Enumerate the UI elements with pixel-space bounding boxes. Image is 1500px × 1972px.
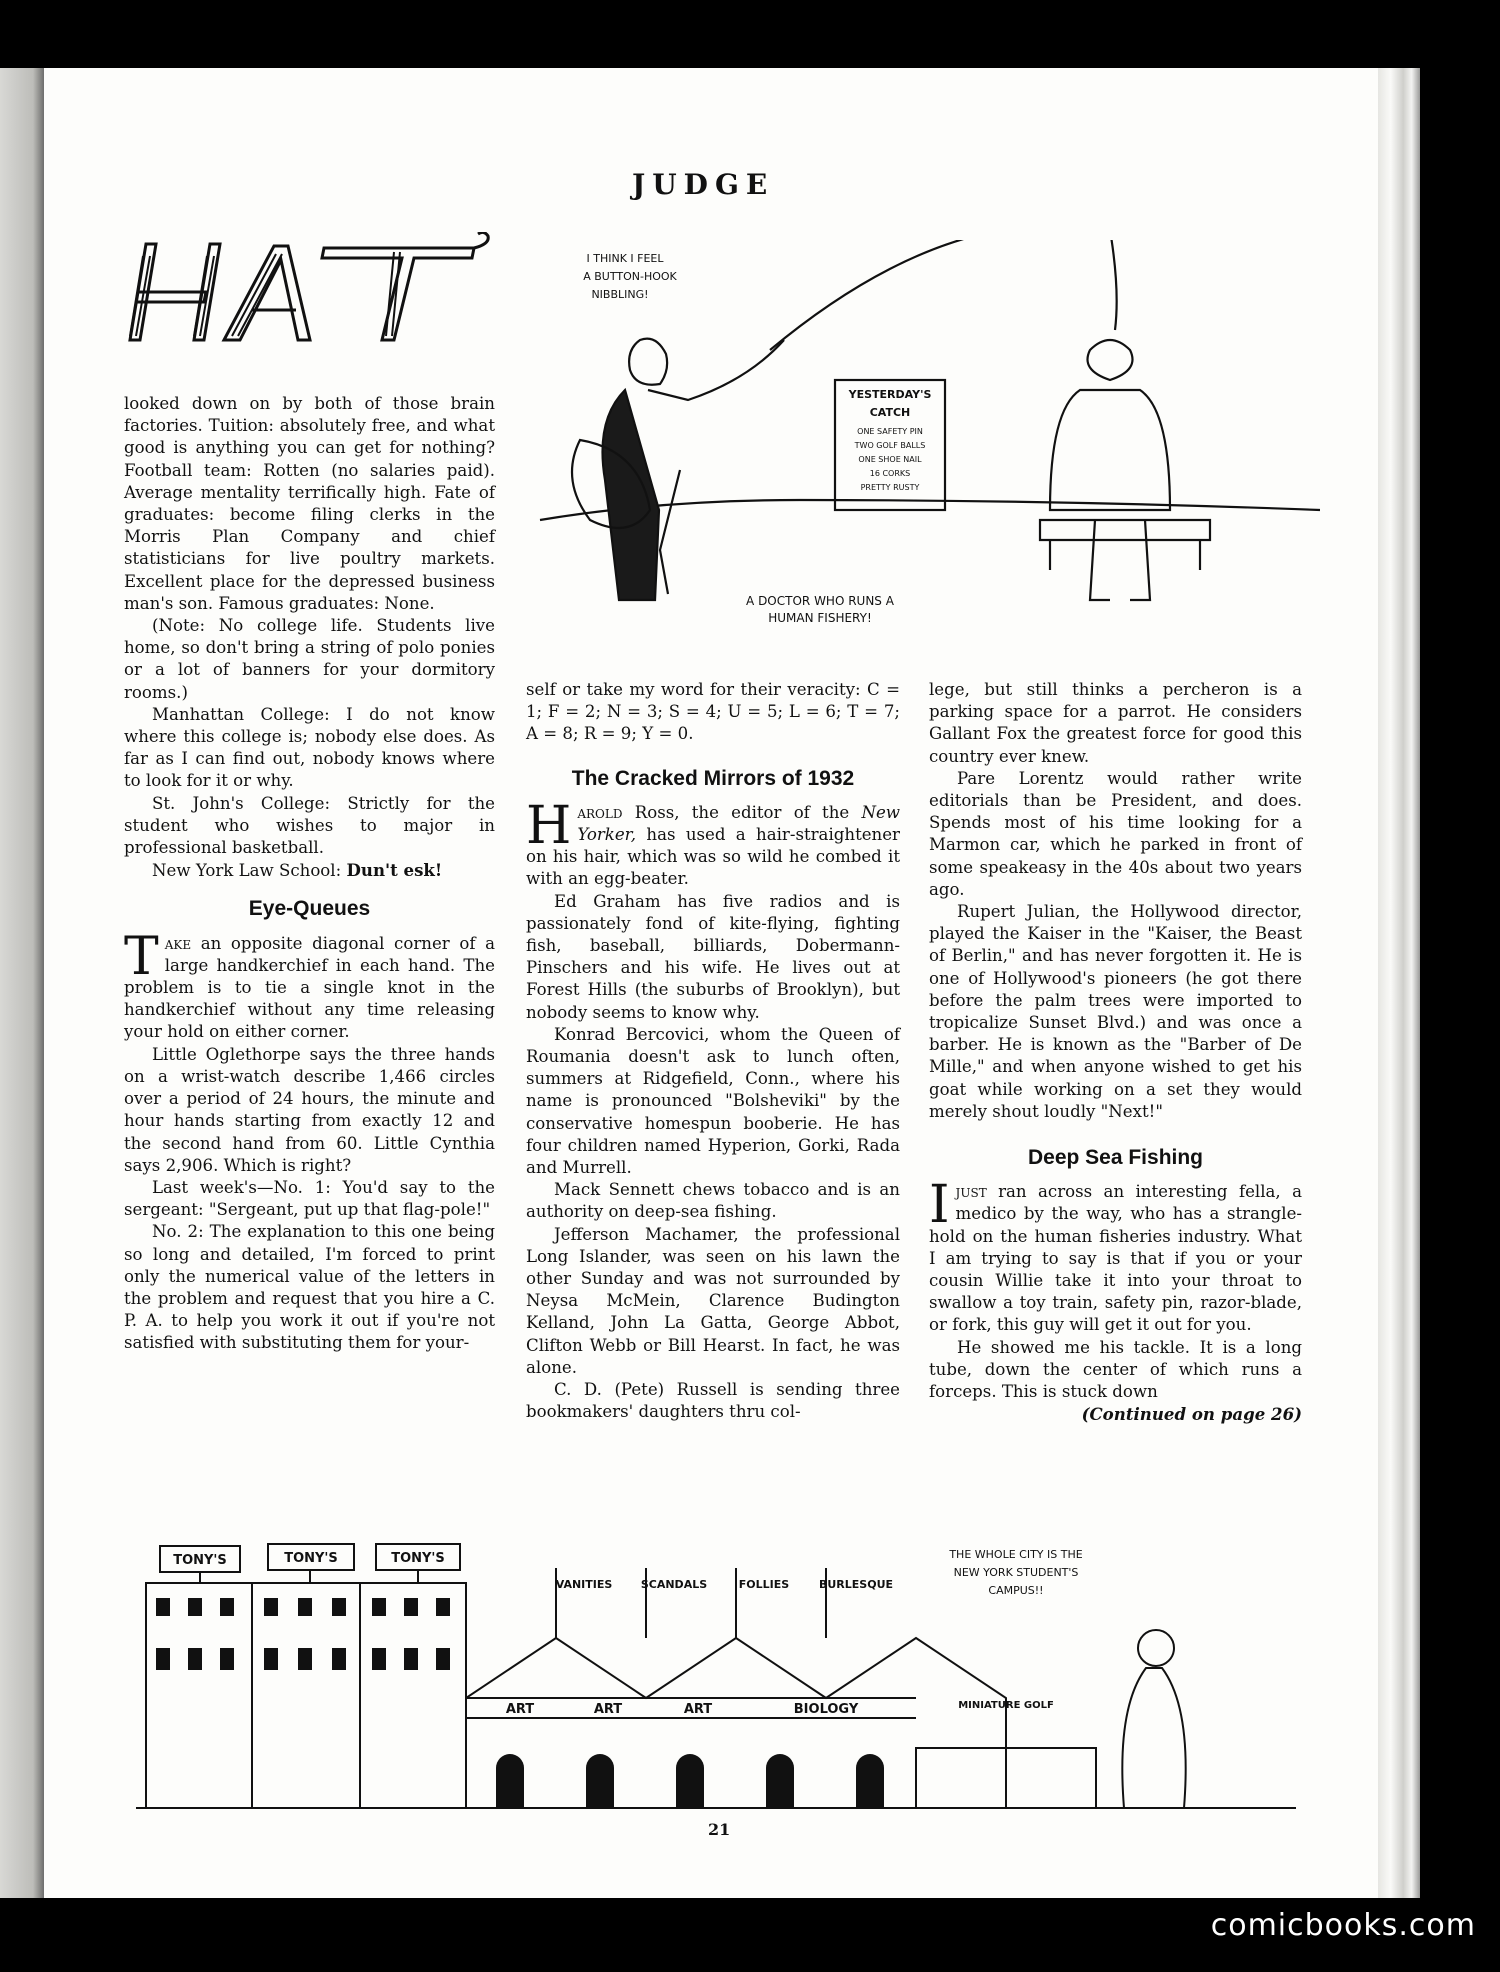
paragraph: Manhattan College: I do not know where this college is; nobody else does. As far as I can find out, nobody knows where to look for it or why.: [124, 704, 495, 791]
page-number: 21: [708, 1820, 731, 1839]
paragraph: Last week's—No. 1: You'd say to the sergeant: "Sergeant, put up that flag-pole!": [124, 1177, 495, 1220]
paragraph: [526, 795, 900, 891]
paragraph: No. 2: The explanation to this one being so long and detailed, I'm forced to print only the numerical value of the letters in the problem and request that you hire a C. P. A. to help you work it out if you're not satisfied with substituting them for your-: [124, 1222, 495, 1353]
paragraph: Rupert Julian, the Hollywood director, played the Kaiser in the "Kaiser, the Beast of Berlin," and has never forgotten it. He is one of Hollywood's pioneers (he got there before the palm trees were imported to tropicalize Sunset Blvd.) and was once a barber. He is known as the "Barber of De Mille," and when anyone wished to get his goat while working on a set they would merely shout loudly "Next!": [929, 902, 1302, 1121]
masthead: JUDGE: [632, 168, 775, 201]
drop-cap: I: [929, 1175, 950, 1236]
speech-line: NEW YORK STUDENT'S: [953, 1566, 1079, 1579]
small-caps: ake: [164, 933, 192, 953]
golf-sign: MINIATURE GOLF: [958, 1700, 1054, 1711]
paragraph: Ed Graham has five radios and is passionately fond of kite-flying, fighting fish, baseball, billiards, Dobermann-Pinschers and his wife. He lives out at Forest Hills (the suburbs of Brooklyn), but nobody seems to know why.: [526, 891, 900, 1022]
italic-text: New Yorker,: [577, 802, 900, 845]
drop-cap: H: [526, 795, 572, 856]
column-3: [929, 679, 1302, 1426]
paragraph: [124, 859, 495, 882]
paragraph: lege, but still thinks a percheron is a parking space for a parrot. He considers Gallant Fox the greatest force for good this country ever knew.: [929, 680, 1302, 766]
column-1: [124, 393, 495, 1355]
small-caps: arold: [577, 802, 623, 822]
speech-line: CAMPUS!!: [988, 1584, 1044, 1597]
hat-title: [124, 232, 494, 352]
sign-line: 16 CORKS: [869, 469, 911, 478]
sign-tonys: TONY'S: [173, 1553, 227, 1568]
paragraph: Little Oglethorpe says the three hands on a wrist-watch describe 1,466 circles over a period of 24 hours, the minute and hour hands starting from exactly 12 and the second hand from 60. Little Cynthia says 2,906. Which is right?: [124, 1044, 495, 1175]
flag-label: FOLLIES: [738, 1578, 790, 1591]
small-caps: just: [955, 1182, 987, 1202]
paragraph: C. D. (Pete) Russell is sending three bookmakers' daughters thru col-: [526, 1380, 900, 1422]
flag-label: BURLESQUE: [818, 1578, 894, 1591]
paragraph: Konrad Bercovici, whom the Queen of Roumania doesn't ask to lunch often, summers at Ridgefield, Conn., where his name is pronounced "Bolsheviki" by the conservative homespun booberie. He has four children named Hyperion, Gorki, Rada and Murrell.: [526, 1024, 900, 1178]
speech-line: THE WHOLE CITY IS THE: [949, 1548, 1083, 1561]
cartoon-city-campus: [136, 1538, 1306, 1818]
right-page-edge: [1378, 68, 1420, 1898]
sign-line: CATCH: [869, 406, 911, 419]
section-heading: Eye-Queues: [248, 897, 371, 921]
paragraph: self or take my word for their veracity: C = 1; F = 2; N = 3; S = 4; U = 5; L = 6; T = 7; A = 8; R = 9; Y = 0.: [526, 680, 900, 744]
paragraph: (Note: No college life. Students live home, so don't bring a string of polo ponies or a lot of banners for your dormitory rooms.): [124, 616, 495, 702]
paragraph: Pare Lorentz would rather write editorials than be President, and does. Spends most of his time looking for a Marmon car, which he parked in front of some speakeasy in the 40s about two years ago.: [929, 768, 1302, 899]
frieze-label: ART: [593, 1702, 623, 1717]
paragraph: St. John's College: Strictly for the student who wishes to major in professional basketball.: [124, 793, 495, 858]
text-span: ran across an interesting fella, a medico by the way, who has a strangle-hold on the human fisheries industry. What I am trying to say is that if you or your cousin Willie take it into your throat to swallow a toy train, safety pin, razor-blade, or fork, this guy will get it out for you.: [929, 1182, 1302, 1335]
text-span: an opposite diagonal corner of a large handkerchief in each hand. The problem is to tie a single knot in the handkerchief without any time releasing your hold on either corner.: [124, 933, 495, 1042]
column-2: [526, 679, 900, 1424]
section-heading: The Cracked Mirrors of 1932: [571, 766, 855, 790]
sign-tonys: TONY'S: [284, 1551, 338, 1566]
flag-label: SCANDALS: [640, 1578, 708, 1591]
speech-line: NIBBLING!: [591, 288, 649, 301]
paragraph: looked down on by both of those brain factories. Tuition: absolutely free, and what good is anything you can get for nothing? Football team: Rotten (no salaries paid). Average mentality terrifically high. Fate of graduates: become filing clerks in the Morris Plan Company and chief statisticians for live poultry markets. Excellent place for the depressed business man's son. Famous graduates: None.: [124, 394, 495, 613]
flag-label: VANITIES: [555, 1578, 613, 1591]
sign-tonys: TONY'S: [391, 1551, 445, 1566]
caption-line: A DOCTOR WHO RUNS A: [746, 594, 894, 608]
caption-line: HUMAN FISHERY!: [768, 611, 872, 625]
continued-note: (Continued on page 26): [1081, 1404, 1302, 1425]
paragraph: Jefferson Machamer, the professional Long Islander, was seen on his lawn the other Sunday and was not surrounded by Neysa McMein, Clarence Budington Kelland, John La Gatta, George Abbot, Clifton Webb or Bill Hearst. In fact, he was alone.: [526, 1224, 900, 1377]
section-heading: Deep Sea Fishing: [1027, 1146, 1204, 1170]
sign-line: TWO GOLF BALLS: [854, 441, 926, 450]
paragraph: He showed me his tackle. It is a long tube, down the center of which runs a forceps. This is stuck down: [929, 1337, 1302, 1402]
sign-line: ONE SAFETY PIN: [857, 427, 923, 436]
watermark: comicbooks.com: [1210, 1908, 1476, 1943]
paragraph: Mack Sennett chews tobacco and is an authority on deep-sea fishing.: [526, 1180, 900, 1222]
speech-line: A BUTTON-HOOK: [583, 270, 677, 283]
text-span: Dun't esk!: [346, 860, 443, 881]
speech-line: I THINK I FEEL: [586, 252, 664, 265]
frieze-label: ART: [505, 1702, 535, 1717]
frieze-label: BIOLOGY: [793, 1702, 859, 1717]
sign-line: ONE SHOE NAIL: [858, 455, 922, 464]
frieze-label: ART: [683, 1702, 713, 1717]
cartoon-doctor-fishing: [520, 240, 1320, 640]
paragraph: [124, 926, 495, 1044]
sign-line: PRETTY RUSTY: [860, 483, 920, 492]
text-span: New York Law School:: [152, 861, 347, 881]
paragraph: [929, 1175, 1302, 1336]
sign-line: YESTERDAY'S: [848, 388, 932, 401]
drop-cap: T: [124, 926, 159, 987]
text-span: has used a hair-straightener on his hair, which was so wild he combed it with an egg-beater.: [526, 825, 900, 889]
text-span: Ross, the editor of the: [622, 802, 862, 822]
